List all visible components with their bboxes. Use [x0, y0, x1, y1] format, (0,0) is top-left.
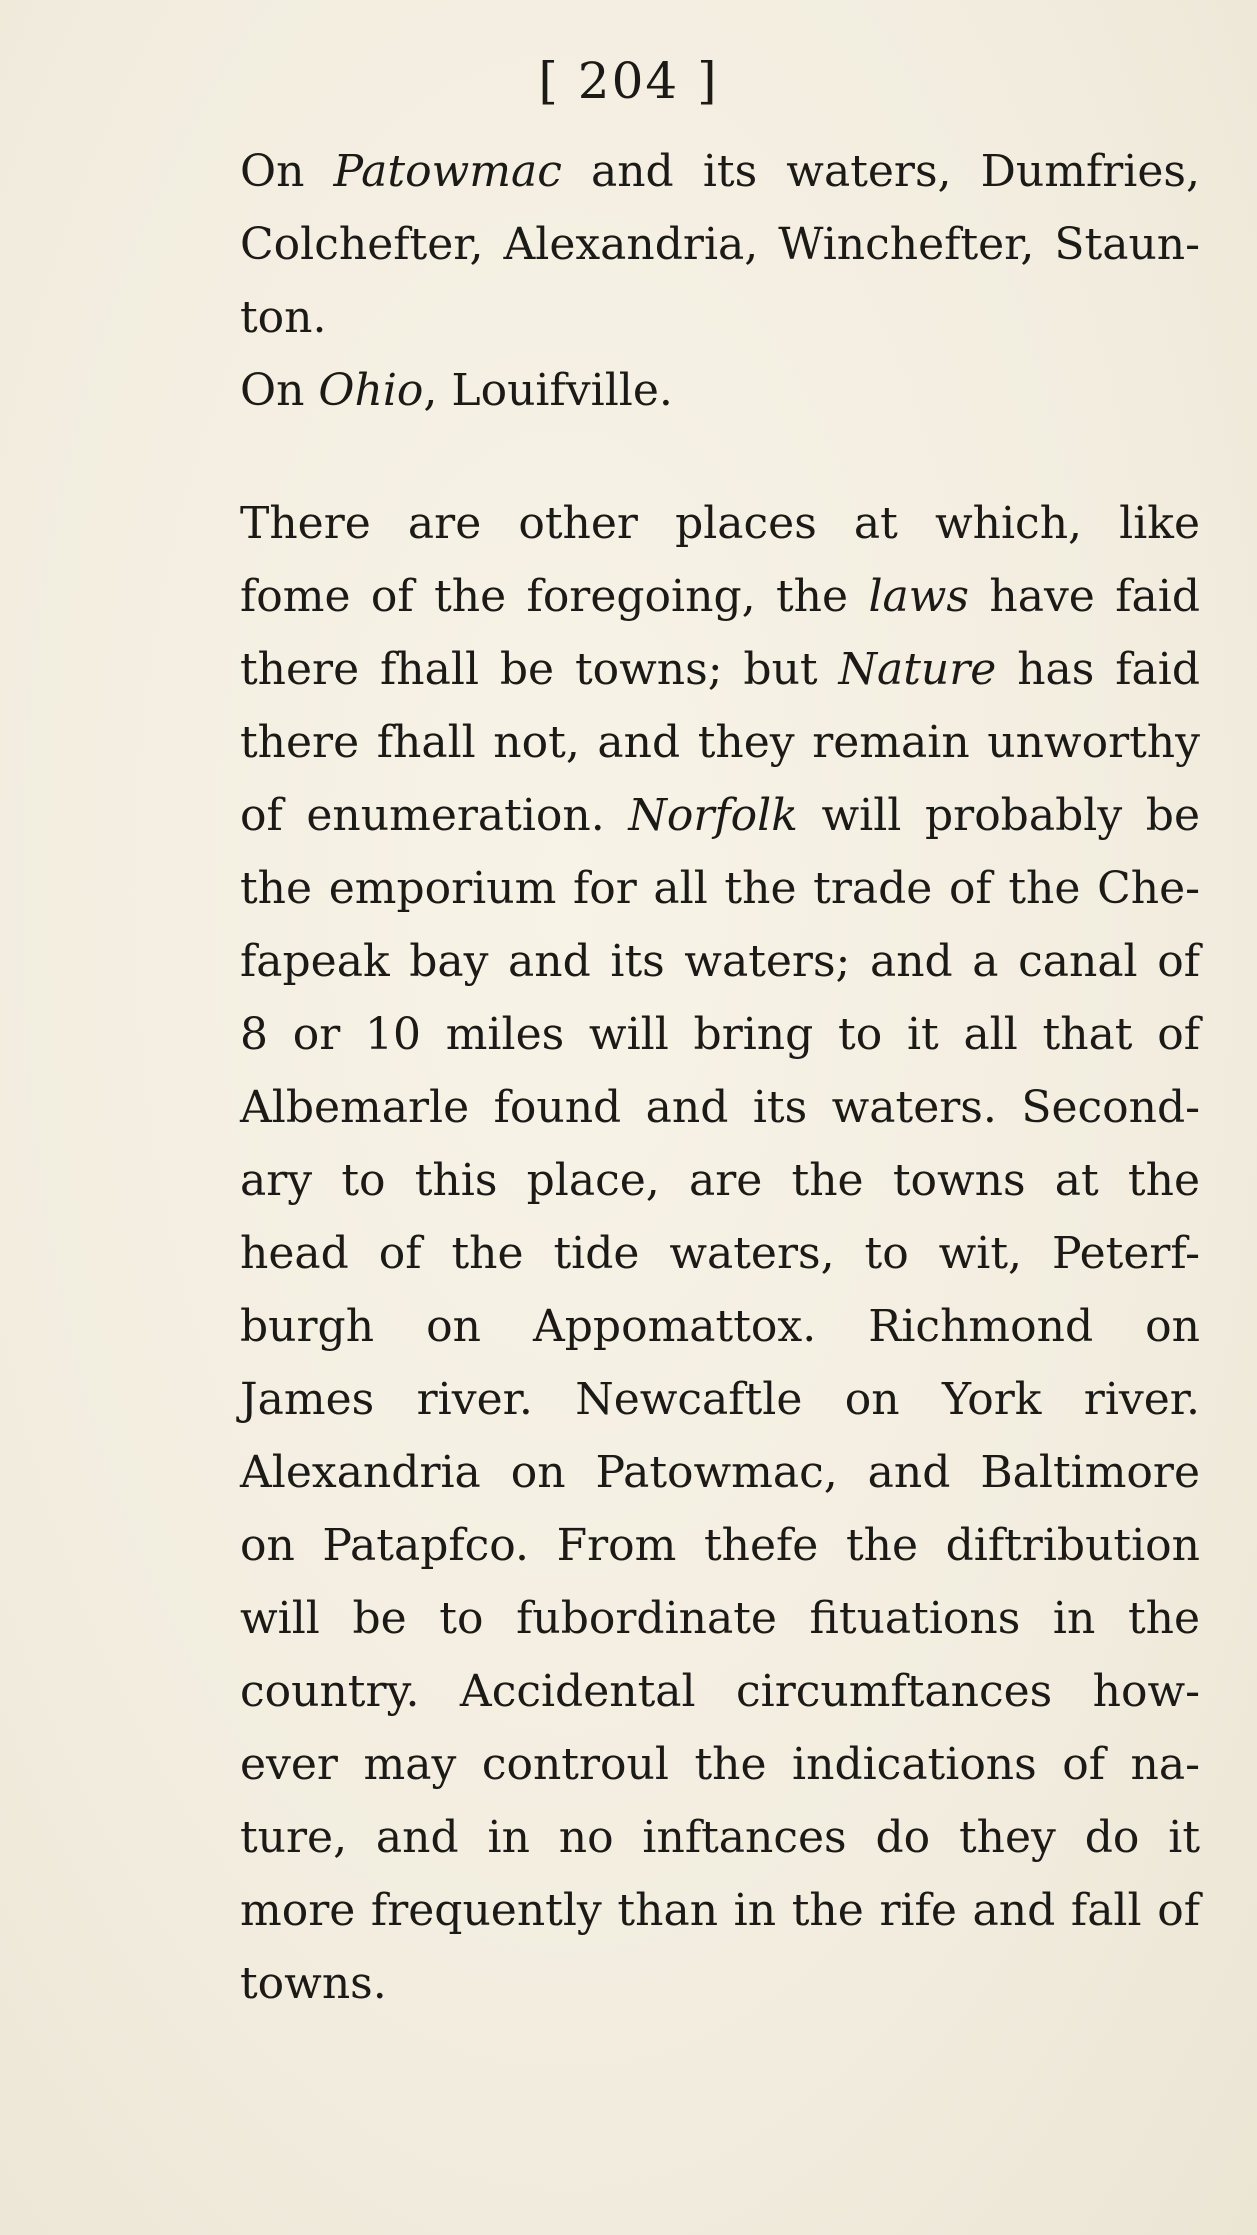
- text-line: [240, 1582, 1200, 1655]
- text-run: will be to fubordinate fituations in the: [240, 1593, 1200, 1644]
- text-run: of enumeration.: [240, 790, 629, 841]
- text-run: more frequently than in the rife and fall of: [240, 1885, 1200, 1936]
- text-run: Albemarle found and its waters. Second-: [240, 1082, 1200, 1133]
- text-run: head of the tide waters, to wit, Peterf-: [240, 1228, 1200, 1279]
- text-run: the emporium for all the trade of the Che-: [240, 863, 1200, 914]
- text-line: [240, 1874, 1200, 1947]
- body-text: [240, 135, 1200, 2020]
- text-line: [240, 1144, 1200, 1217]
- text-run: on Patapfco. From thefe the diftribution: [240, 1520, 1200, 1571]
- italic-text: Nature: [838, 644, 997, 695]
- text-line: [240, 487, 1200, 560]
- paragraph-1: [240, 135, 1200, 354]
- text-run: , Louifville.: [423, 365, 673, 416]
- text-run: there fhall not, and they remain unworthy: [240, 717, 1200, 768]
- text-run: will probably be: [797, 790, 1200, 841]
- text-line: [240, 135, 1200, 208]
- text-line: [240, 706, 1200, 779]
- italic-text: Norfolk: [628, 790, 798, 841]
- text-line: [240, 1728, 1200, 1801]
- page-number: [ 204 ]: [538, 52, 719, 110]
- text-run: On: [240, 365, 319, 416]
- text-line: [240, 208, 1200, 281]
- text-run: Alexandria on Patowmac, and Baltimore: [240, 1447, 1200, 1498]
- text-run: There are other places at which, like: [240, 498, 1200, 549]
- text-line: [240, 1363, 1200, 1436]
- text-run: and its waters, Dumfries,: [561, 146, 1200, 197]
- text-run: James river. Newcaftle on York river.: [240, 1374, 1200, 1425]
- text-line: [240, 1290, 1200, 1363]
- text-line: [240, 1947, 1200, 2020]
- text-run: On: [240, 146, 334, 197]
- text-run: country. Accidental circumftances how-: [240, 1666, 1200, 1717]
- text-line: [240, 925, 1200, 998]
- text-run: there fhall be towns; but: [240, 644, 839, 695]
- text-line: [240, 779, 1200, 852]
- text-run: has faid: [996, 644, 1200, 695]
- italic-text: laws: [868, 571, 969, 622]
- text-line: [240, 1071, 1200, 1144]
- paragraph-3: [240, 487, 1200, 2020]
- paragraph-2: [240, 354, 1200, 427]
- text-line: [240, 1655, 1200, 1728]
- text-line: [240, 1801, 1200, 1874]
- text-run: burgh on Appomattox. Richmond on: [240, 1301, 1200, 1352]
- text-run: ton.: [240, 292, 327, 343]
- text-run: ever may controul the indications of na-: [240, 1739, 1200, 1790]
- text-run: ture, and in no inftances do they do it: [240, 1812, 1200, 1863]
- text-line: [240, 1217, 1200, 1290]
- text-line: [240, 998, 1200, 1071]
- text-line: [240, 1509, 1200, 1582]
- text-run: 8 or 10 miles will bring to it all that of: [240, 1009, 1200, 1060]
- text-run: towns.: [240, 1958, 387, 2009]
- text-line: [240, 1436, 1200, 1509]
- text-line: [240, 633, 1200, 706]
- text-line: [240, 281, 1200, 354]
- text-run: fome of the foregoing, the: [240, 571, 869, 622]
- text-line: [240, 560, 1200, 633]
- text-run: fapeak bay and its waters; and a canal of: [240, 936, 1200, 987]
- italic-text: Ohio: [318, 365, 424, 416]
- text-run: Colchefter, Alexandria, Winchefter, Staun-: [240, 219, 1200, 270]
- text-line: [240, 354, 1200, 427]
- text-run: have faid: [968, 571, 1200, 622]
- text-line: [240, 852, 1200, 925]
- text-run: ary to this place, are the towns at the: [240, 1155, 1200, 1206]
- italic-text: Patowmac: [333, 146, 562, 197]
